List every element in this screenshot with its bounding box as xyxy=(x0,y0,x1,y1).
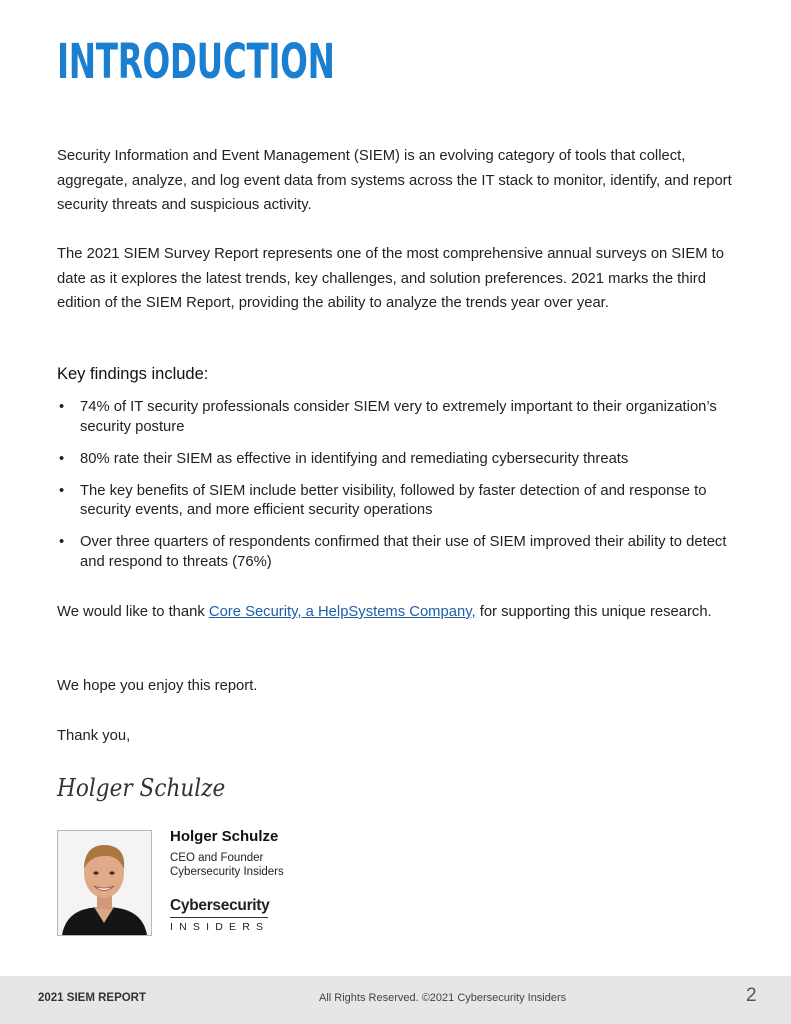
footer-report-name: 2021 SIEM REPORT xyxy=(38,992,147,1004)
logo-wordmark-top: Cybersecurity xyxy=(170,897,270,914)
page-number: 2 xyxy=(746,985,757,1006)
closing-hope: We hope you enjoy this report. xyxy=(57,678,258,694)
thanks-text-before: We would like to thank xyxy=(57,604,209,620)
bullet-icon: • xyxy=(59,534,65,550)
key-findings-heading: Key findings include: xyxy=(57,365,209,383)
author-company: Cybersecurity Insiders xyxy=(170,866,284,878)
sponsor-link[interactable]: Core Security, a HelpSystems Company, xyxy=(208,604,476,620)
key-findings-list xyxy=(57,398,737,585)
list-item-text: 74% of IT security professionals consider SIEM very to extremely important to their organization’s security posture xyxy=(80,399,717,435)
thanks-paragraph xyxy=(57,600,737,625)
signature: Holger Schulze xyxy=(57,774,226,802)
page-footer xyxy=(0,976,791,1024)
page-title: INTRODUCTION xyxy=(57,34,335,90)
list-item xyxy=(57,482,737,521)
author-title: CEO and Founder xyxy=(170,852,264,864)
intro-paragraph-1: Security Information and Event Management (SIEM) is an evolving category of tools that collect, aggregate, analyze, and log event data from systems across the IT stack to monitor, identify, and report security threats and suspicious activity. xyxy=(57,148,732,213)
bullet-icon: • xyxy=(59,450,65,467)
footer-copyright: All Rights Reserved. ©2021 Cybersecurity Insiders xyxy=(319,992,567,1004)
bullet-icon: • xyxy=(59,399,65,415)
cybersecurity-insiders-logo xyxy=(170,897,269,933)
intro-paragraph-2: The 2021 SIEM Survey Report represents one of the most comprehensive annual surveys on SIEM to date as it explores the latest trends, key challenges, and solution preferences. 2021 marks the third edition of the SIEM Report, providing the ability to analyze the trends year over year. xyxy=(57,246,725,311)
list-item xyxy=(57,398,737,437)
bullet-icon: • xyxy=(59,482,65,499)
list-item-text: 80% rate their SIEM as effective in identifying and remediating cybersecurity threats xyxy=(80,450,629,467)
logo-wordmark-bottom: INSIDERS xyxy=(170,921,270,933)
closing-thank-you: Thank you, xyxy=(57,728,131,744)
list-item xyxy=(57,533,737,572)
person-portrait-icon xyxy=(58,831,151,935)
author-role xyxy=(170,851,284,879)
list-item-text: The key benefits of SIEM include better visibility, followed by faster detection of and response to security events, and more efficient security operations xyxy=(80,482,707,518)
author-name: Holger Schulze xyxy=(170,828,279,845)
list-item xyxy=(57,450,737,470)
logo-divider xyxy=(170,917,268,918)
list-item-text: Over three quarters of respondents confirmed that their use of SIEM improved their ability to detect and respond to threats (76%) xyxy=(80,534,727,570)
thanks-text-after: for supporting this unique research. xyxy=(475,604,712,620)
author-photo xyxy=(57,830,152,936)
